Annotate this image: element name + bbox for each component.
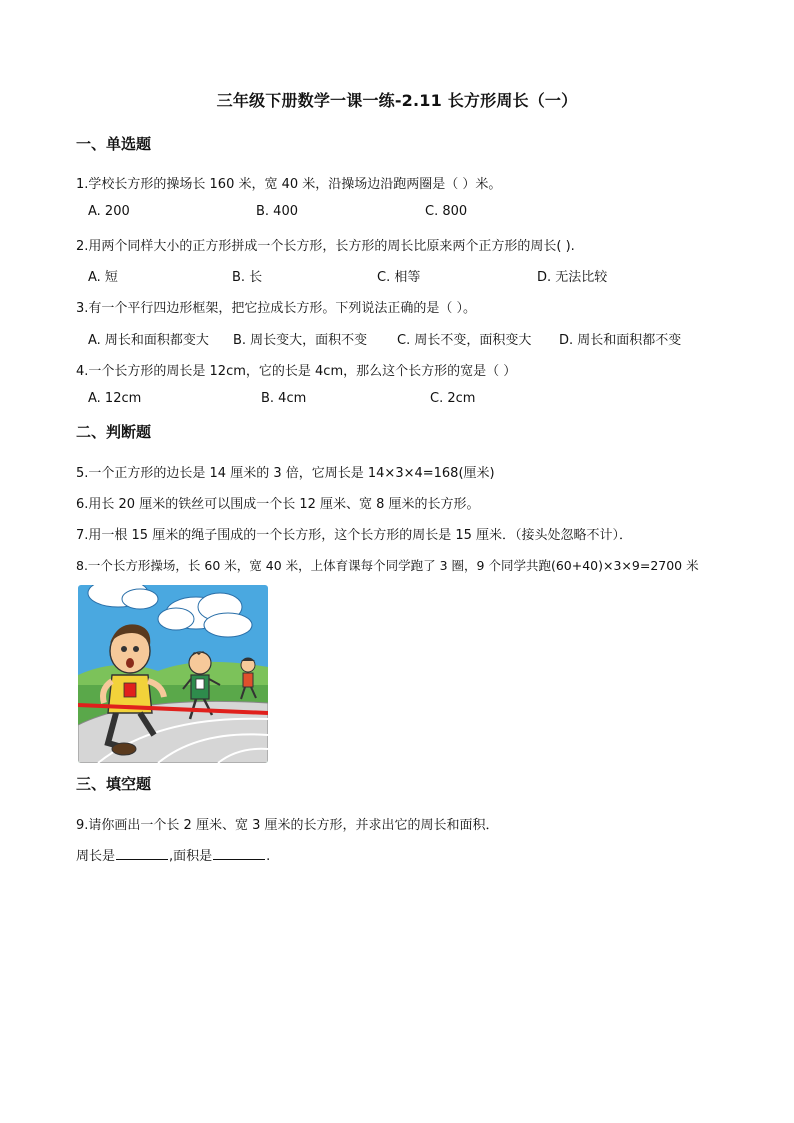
q1-option-c[interactable]: C. 800 <box>425 204 468 219</box>
q1-option-a[interactable]: A. 200 <box>88 204 130 219</box>
page-title: 三年级下册数学一课一练-2.11 长方形周长（一） <box>216 91 578 110</box>
question-4: 4.一个长方形的周长是 12cm，它的长是 4cm，那么这个长方形的宽是（ ） <box>76 364 517 379</box>
question-5: 5.一个正方形的边长是 14 厘米的 3 倍，它周长是 14×3×4=168(厘米) <box>76 466 495 481</box>
question-3: 3.有一个平行四边形框架，把它拉成长方形。下列说法正确的是（ ）。 <box>76 301 477 316</box>
running-race-illustration <box>78 585 268 763</box>
question-9-answer-line <box>76 845 270 864</box>
perimeter-blank[interactable] <box>116 847 168 860</box>
q2-option-d[interactable]: D. 无法比较 <box>537 270 608 285</box>
q3-option-a[interactable]: A. 周长和面积都变大 <box>88 333 209 348</box>
answer-end: . <box>266 849 271 864</box>
question-8: 8.一个长方形操场，长 60 米，宽 40 米，上体育课每个同学跑了 3 圈，9 个同学共跑(60+40)×3×9=2700 米 <box>76 558 699 573</box>
question-2: 2.用两个同样大小的正方形拼成一个长方形，长方形的周长比原来两个正方形的周长( ). <box>76 239 575 254</box>
q1-option-b[interactable]: B. 400 <box>256 204 298 219</box>
q2-option-a[interactable]: A. 短 <box>88 270 118 285</box>
q2-option-b[interactable]: B. 长 <box>232 270 263 285</box>
question-9: 9.请你画出一个长 2 厘米、宽 3 厘米的长方形，并求出它的周长和面积． <box>76 818 499 833</box>
question-7: 7.用一根 15 厘米的绳子围成的一个长方形，这个长方形的周长是 15 厘米．（接头处忽略不计）． <box>76 528 633 543</box>
q4-option-b[interactable]: B. 4cm <box>261 391 307 406</box>
section-heading-true-false: 二、判断题 <box>76 423 152 441</box>
area-label: ,面积是 <box>169 849 213 864</box>
q4-option-c[interactable]: C. 2cm <box>430 391 476 406</box>
section-heading-fill-blank: 三、填空题 <box>76 775 152 793</box>
q4-option-a[interactable]: A. 12cm <box>88 391 142 406</box>
question-1: 1.学校长方形的操场长 160 米，宽 40 米，沿操场边沿跑两圈是（ ）米。 <box>76 177 502 192</box>
question-6: 6.用长 20 厘米的铁丝可以围成一个长 12 厘米、宽 8 厘米的长方形。 <box>76 497 480 512</box>
q3-option-c[interactable]: C. 周长不变，面积变大 <box>397 333 532 348</box>
area-blank[interactable] <box>213 847 265 860</box>
section-heading-single-choice: 一、单选题 <box>76 135 152 153</box>
q3-option-d[interactable]: D. 周长和面积都不变 <box>559 333 682 348</box>
q3-option-b[interactable]: B. 周长变大，面积不变 <box>233 333 368 348</box>
perimeter-label: 周长是 <box>76 849 116 864</box>
q2-option-c[interactable]: C. 相等 <box>377 270 421 285</box>
